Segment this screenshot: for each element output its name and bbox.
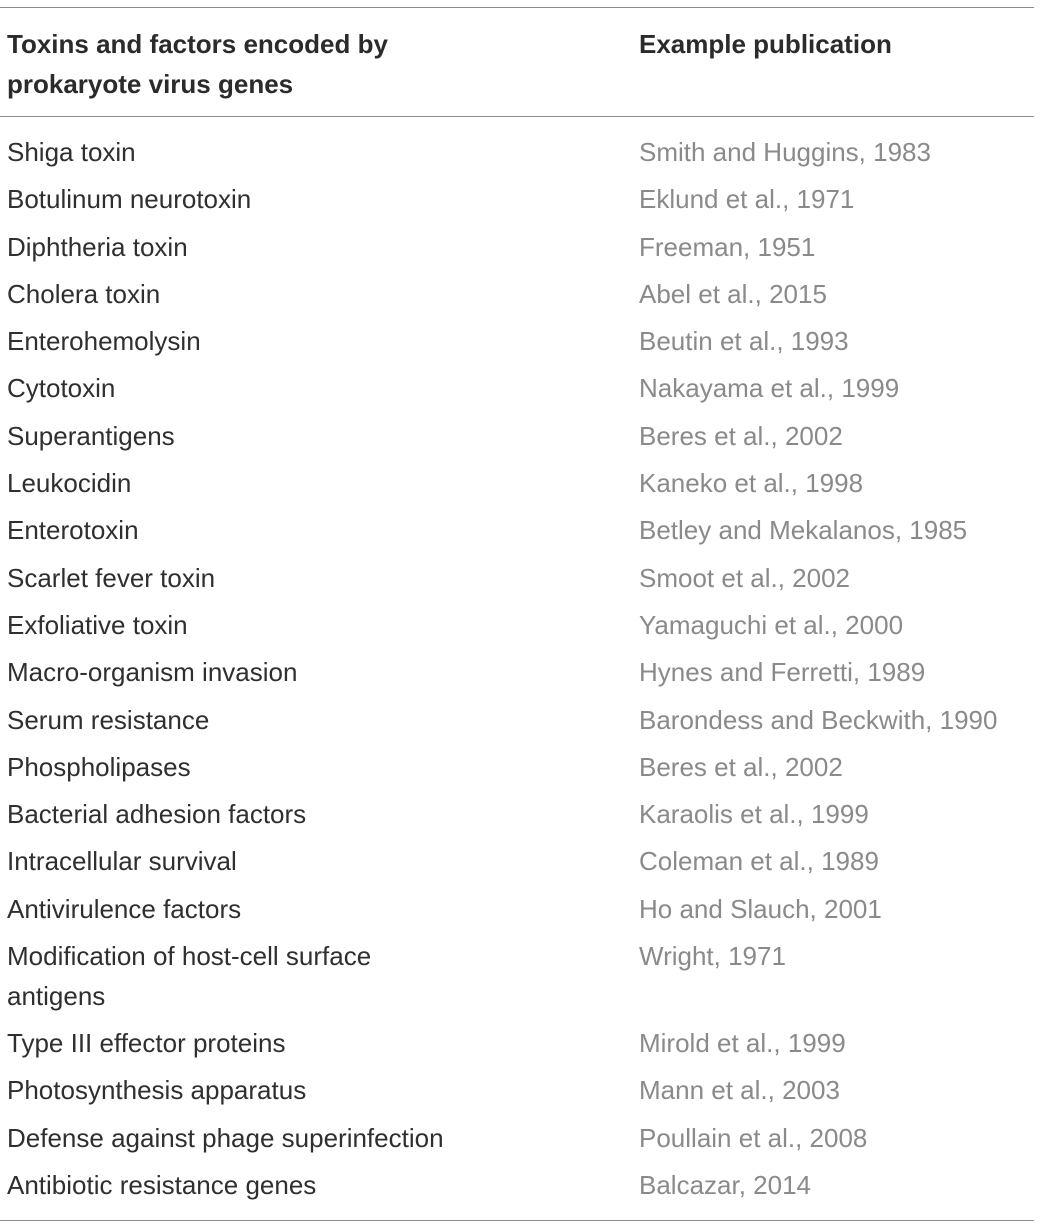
publication-cell: Poullain et al., 2008	[639, 1122, 868, 1153]
table-row	[0, 558, 1040, 605]
factor-cell: Shiga toxin	[7, 137, 136, 167]
factor-cell: Antivirulence factors	[7, 893, 242, 924]
table-row	[0, 416, 1040, 463]
factor-cell: Intracellular survival	[7, 846, 237, 877]
publication-cell: Barondess and Beckwith, 1990	[639, 704, 998, 735]
table-row	[0, 936, 1040, 1023]
table-row	[0, 889, 1040, 936]
publication-cell: Freeman, 1951	[639, 231, 816, 262]
publication-cell: Beres et al., 2002	[639, 420, 843, 451]
publication-cell: Nakayama et al., 1999	[639, 373, 900, 404]
table-row	[0, 227, 1040, 274]
header-publication: Example publication	[639, 29, 892, 59]
table-row	[0, 274, 1040, 321]
factor-cell: Bacterial adhesion factors	[7, 799, 307, 830]
table-row	[0, 1165, 1040, 1212]
factor-cell: Enterotoxin	[7, 515, 139, 546]
factor-cell: Modification of host-cell surface antigens	[7, 941, 372, 1012]
factor-cell: Cytotoxin	[7, 373, 116, 404]
table-row	[0, 179, 1040, 226]
publication-cell: Yamaguchi et al., 2000	[639, 609, 904, 640]
factor-cell: Superantigens	[7, 420, 175, 451]
publication-cell: Abel et al., 2015	[639, 278, 827, 309]
publication-cell: Smith and Huggins, 1983	[639, 137, 931, 167]
factor-cell: Enterohemolysin	[7, 326, 201, 357]
table-body	[0, 132, 1040, 1212]
publication-cell: Balcazar, 2014	[639, 1169, 812, 1200]
publication-cell: Mann et al., 2003	[639, 1075, 840, 1106]
publication-cell: Beres et al., 2002	[639, 751, 843, 782]
table-row	[0, 794, 1040, 841]
factor-cell: Macro-organism invasion	[7, 657, 298, 688]
bottom-rule	[0, 1220, 1034, 1221]
factor-cell: Serum resistance	[7, 704, 210, 735]
factor-cell: Phospholipases	[7, 751, 191, 782]
table-row	[0, 841, 1040, 888]
publication-cell: Coleman et al., 1989	[639, 846, 879, 877]
factor-cell: Photosynthesis apparatus	[7, 1075, 307, 1106]
table-row	[0, 700, 1040, 747]
factor-cell: Exfoliative toxin	[7, 609, 188, 640]
publication-cell: Eklund et al., 1971	[639, 184, 855, 215]
factor-cell: Defense against phage superinfection	[7, 1122, 444, 1153]
table-row	[0, 510, 1040, 557]
top-rule	[0, 7, 1034, 8]
publication-cell: Beutin et al., 1993	[639, 326, 849, 357]
table-row	[0, 1118, 1040, 1165]
factor-cell: Scarlet fever toxin	[7, 562, 216, 593]
table-row	[0, 463, 1040, 510]
factor-cell: Type III effector proteins	[7, 1028, 286, 1059]
table-row	[0, 605, 1040, 652]
publication-cell: Kaneko et al., 1998	[639, 468, 864, 499]
table-header	[0, 24, 1040, 104]
publication-cell: Wright, 1971	[639, 941, 786, 972]
publication-cell: Smoot et al., 2002	[639, 562, 851, 593]
table-row	[0, 747, 1040, 794]
publication-cell: Betley and Mekalanos, 1985	[639, 515, 968, 546]
publication-cell: Karaolis et al., 1999	[639, 799, 869, 830]
factor-cell: Botulinum neurotoxin	[7, 184, 252, 215]
publication-cell: Mirold et al., 1999	[639, 1028, 846, 1059]
publication-cell: Hynes and Ferretti, 1989	[639, 657, 926, 688]
factor-cell: Cholera toxin	[7, 278, 161, 309]
header-factor: Toxins and factors encoded by prokaryote virus genes	[7, 29, 388, 99]
factor-cell: Diphtheria toxin	[7, 231, 188, 262]
table-row	[0, 1070, 1040, 1117]
table-row	[0, 368, 1040, 415]
table-row	[0, 132, 1040, 179]
publication-cell: Ho and Slauch, 2001	[639, 893, 882, 924]
factor-cell: Leukocidin	[7, 468, 132, 499]
header-rule	[0, 116, 1034, 117]
table-row	[0, 1023, 1040, 1070]
table-row	[0, 321, 1040, 368]
factor-cell: Antibiotic resistance genes	[7, 1169, 317, 1200]
table-row	[0, 652, 1040, 699]
